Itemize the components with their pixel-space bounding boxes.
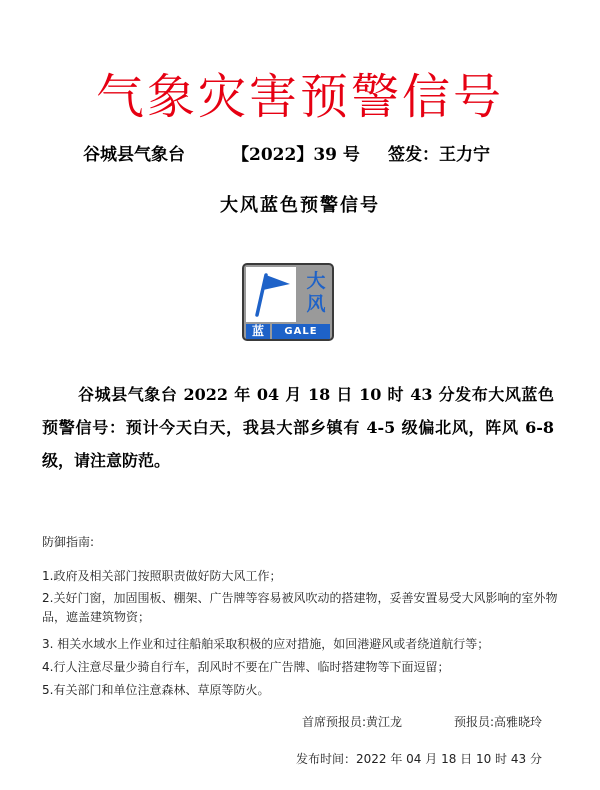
gale-blue-warning-icon [242,263,334,341]
signer: 签发：王力宁 [388,145,490,165]
guideline-item: 4.行人注意尽量少骑自行车，刮风时不要在广告牌、临时搭建物等下面逗留； [42,660,450,674]
forecaster: 预报员:高雅晓玲 [454,715,543,729]
icon-char-bottom: 风 [306,293,326,315]
guidelines-title: 防御指南: [42,535,95,549]
icon-char-top: 大 [306,270,326,292]
publish-time: 发布时间：2022 年 04 月 18 日 10 时 43 分 [296,752,542,766]
document-number: 【2022】39 号 [232,145,360,165]
document-title: 气象灾害预警信号 [95,69,504,125]
icon-level-char: 蓝 [246,324,270,339]
wind-flag-icon [246,267,296,322]
issuer-name: 谷城县气象台 [83,145,185,165]
icon-english-label: GALE [272,324,330,339]
chief-forecaster: 首席预报员:黄江龙 [302,715,403,729]
guideline-item: 5.有关部门和单位注意森林、草原等防火。 [42,683,270,697]
guideline-item: 3. 相关水域水上作业和过往船舶采取积极的应对措施，如回港避风或者绕道航行等； [42,637,490,651]
warning-body-text: 谷城县气象台 2022 年 04 月 18 日 10 时 43 分发布大风蓝色预警信号：预计今天白天，我县大部乡镇有 4-5 级偏北风，阵风 6-8 级，请注意防范。 [42,385,554,470]
guideline-item: 1.政府及相关部门按照职责做好防大风工作； [42,569,282,583]
guideline-item: 2.关好门窗，加固围板、棚架、广告牌等容易被风吹动的搭建物，妥善安置易受大风影响的室外物品，遮盖建筑物资； [42,591,558,624]
warning-subtitle: 大风蓝色预警信号 [220,195,380,216]
